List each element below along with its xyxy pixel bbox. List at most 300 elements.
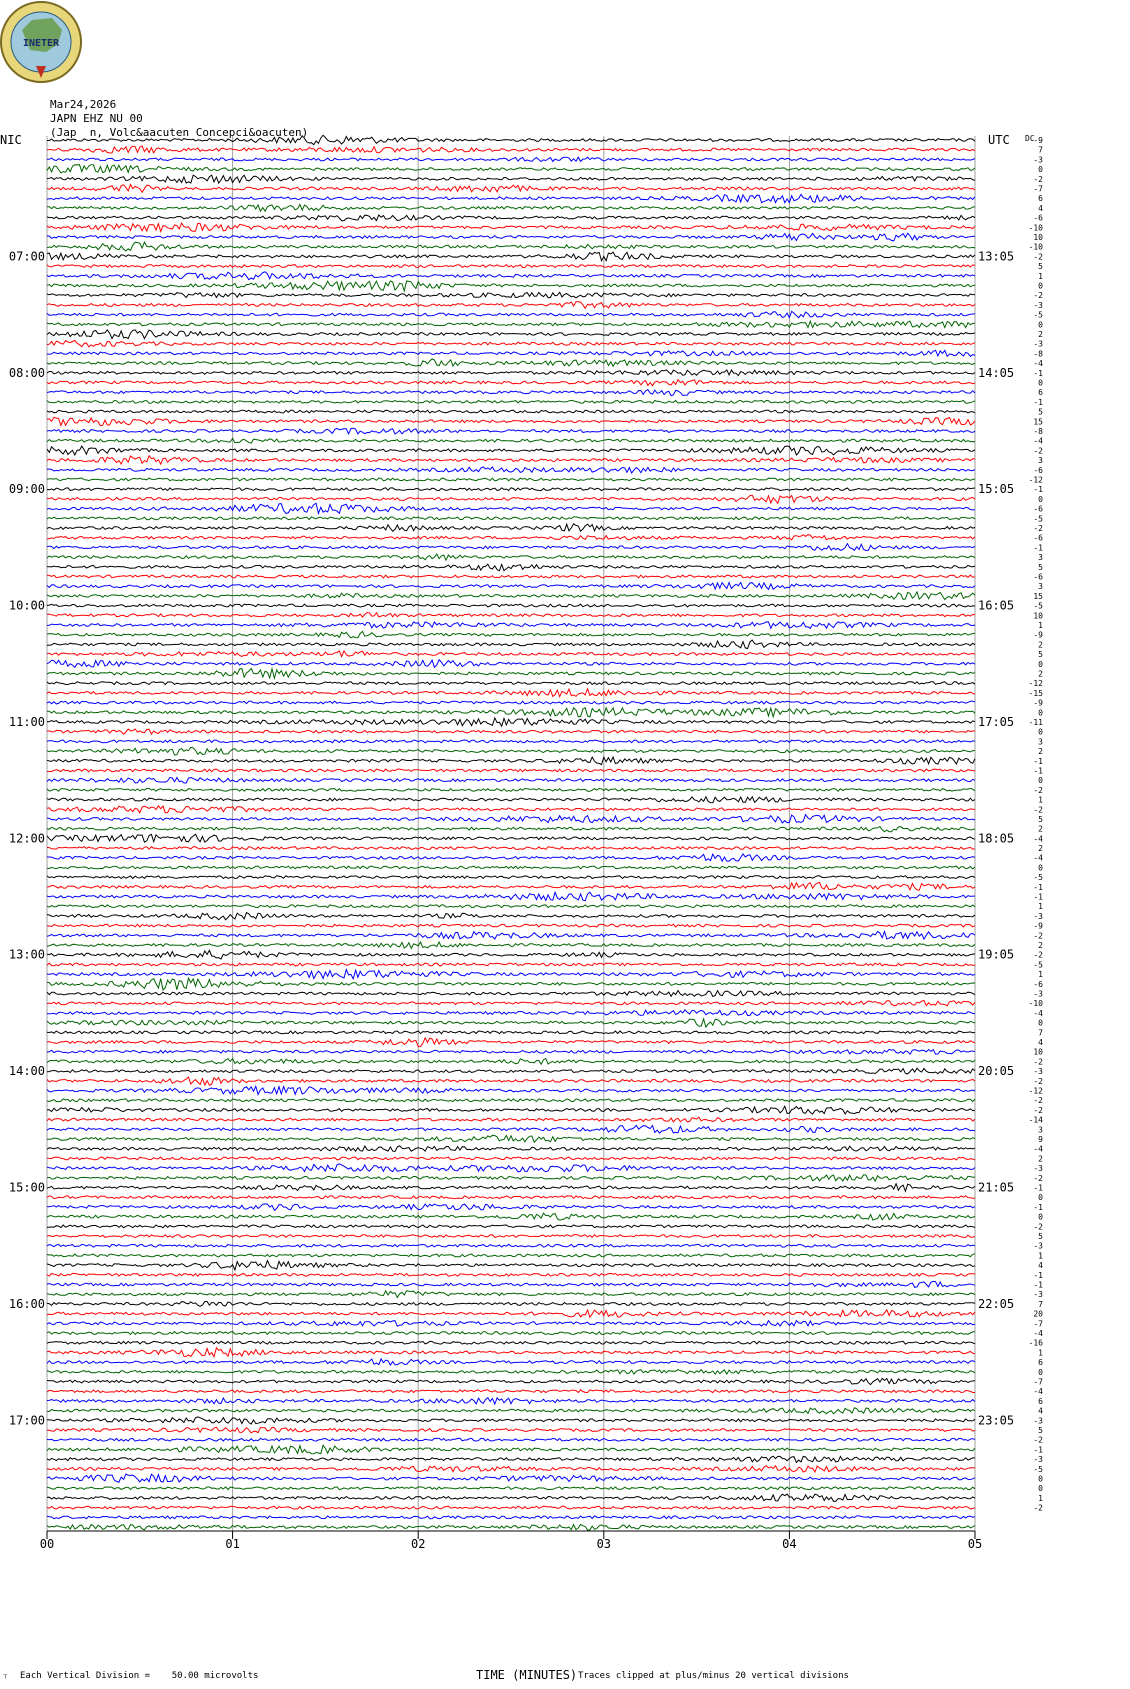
dc-offset-label: -1 <box>1033 882 1043 892</box>
dc-offset-label: -3 <box>1033 1067 1043 1077</box>
seismic-trace <box>47 1474 975 1482</box>
seismic-trace <box>47 991 975 997</box>
seismic-trace <box>47 757 975 765</box>
local-time-label: 17:00 <box>8 1413 45 1428</box>
dc-offset-label: 5 <box>1038 1232 1043 1241</box>
seismic-trace <box>47 1341 975 1344</box>
seismic-trace <box>47 1466 975 1472</box>
x-tick-label: 04 <box>782 1537 797 1551</box>
seismic-trace <box>47 883 975 891</box>
dc-offset-label: 5 <box>1038 262 1043 272</box>
seismic-trace <box>47 456 975 465</box>
seismic-trace <box>47 1254 975 1257</box>
dc-offset-label: -2 <box>1033 1105 1043 1115</box>
seismic-trace <box>47 924 975 927</box>
dc-offset-label: 4 <box>1038 1038 1043 1047</box>
seismic-trace <box>47 1516 975 1519</box>
seismic-trace <box>47 1390 975 1393</box>
seismic-trace <box>47 359 975 366</box>
dc-offset-label: 3 <box>1038 582 1043 592</box>
seismic-trace <box>47 1068 975 1074</box>
seismic-trace <box>47 1370 975 1375</box>
seismic-trace <box>47 544 975 551</box>
dc-offset-label: -1 <box>1033 1202 1043 1212</box>
dc-offset-label: 3 <box>1038 456 1043 466</box>
dc-offset-label: -5 <box>1033 514 1043 524</box>
utc-time-label: 20:05 <box>978 1064 1015 1079</box>
seismic-trace <box>47 175 975 183</box>
dc-offset-label: -9 <box>1033 630 1043 640</box>
seismic-trace <box>47 370 975 376</box>
seismic-trace <box>47 1427 975 1433</box>
seismic-trace <box>47 806 975 813</box>
axis-labels <box>0 133 1043 1551</box>
seismic-trace <box>47 446 975 455</box>
seismic-trace <box>47 689 975 697</box>
utc-time-label: 16:05 <box>978 598 1015 613</box>
dc-offset-label: 0 <box>1038 1193 1043 1203</box>
dc-offset-label: 1 <box>1038 621 1043 630</box>
seismic-trace <box>47 950 975 959</box>
seismic-trace <box>47 592 975 600</box>
utc-time-label: 21:05 <box>978 1180 1015 1195</box>
dc-offset-label: 4 <box>1038 1406 1043 1416</box>
dc-offset-label: 6 <box>1038 1396 1043 1406</box>
utc-time-label: 22:05 <box>978 1296 1015 1311</box>
seismic-trace <box>47 1157 975 1160</box>
dc-offset-label: -4 <box>1033 834 1043 844</box>
seismic-trace <box>47 194 975 202</box>
dc-offset-label: -1 <box>1033 1270 1043 1280</box>
seismic-trace <box>47 1291 975 1298</box>
location-label: (Jap n, Volc&aacuten Concepci&oacuten) <box>50 126 309 139</box>
dc-offset-label: -1 <box>1033 1445 1043 1455</box>
dc-offset-label: -12 <box>1028 1086 1043 1096</box>
seismic-trace <box>47 321 975 328</box>
dc-offset-label: 1 <box>1038 1493 1043 1503</box>
dc-offset-label: -2 <box>1033 950 1043 960</box>
seismic-trace <box>47 233 975 241</box>
dc-offset-label: 1 <box>1038 1348 1043 1358</box>
dc-offset-label: -1 <box>1033 397 1043 407</box>
seismic-trace <box>47 380 975 386</box>
seismic-trace <box>47 146 975 153</box>
seismic-trace <box>47 215 975 221</box>
seismic-trace <box>47 1038 975 1047</box>
dc-offset-label: 0 <box>1038 281 1043 291</box>
dc-offset-label: 0 <box>1038 1367 1043 1377</box>
seismic-trace <box>47 876 975 879</box>
local-time-label: 10:00 <box>8 598 45 613</box>
dc-offset-label: -3 <box>1033 1416 1043 1426</box>
seismic-trace <box>47 467 975 473</box>
dc-offset-label: -10 <box>1028 223 1043 233</box>
x-tick-label: 03 <box>596 1537 612 1551</box>
seismic-trace <box>47 847 975 850</box>
dc-offset-label: 0 <box>1038 378 1043 388</box>
seismic-trace <box>47 1001 975 1006</box>
dc-offset-label: -7 <box>1033 184 1043 194</box>
seismic-trace <box>47 1049 975 1054</box>
local-time-label: 12:00 <box>8 831 45 846</box>
seismic-trace <box>47 708 975 717</box>
dc-offset-label: -3 <box>1033 339 1043 349</box>
dc-offset-label: 0 <box>1038 1484 1043 1494</box>
seismic-trace <box>47 701 975 704</box>
seismic-trace <box>47 401 975 404</box>
seismic-trace <box>47 428 975 434</box>
local-time-label: 14:00 <box>8 1064 45 1079</box>
seismic-trace <box>47 1487 975 1490</box>
dc-offset-label: -2 <box>1033 931 1043 941</box>
seismic-trace <box>47 854 975 861</box>
dc-offset-label: -2 <box>1033 1173 1043 1183</box>
seismic-trace <box>47 1244 975 1247</box>
dc-offset-label: -2 <box>1033 291 1043 301</box>
seismic-trace <box>47 524 975 532</box>
seismic-trace <box>47 1348 975 1357</box>
seismic-trace <box>47 1135 975 1142</box>
dc-offset-label: 5 <box>1038 562 1043 572</box>
seismic-trace <box>47 488 975 491</box>
dc-offset-label: -2 <box>1033 1096 1043 1106</box>
dc-offset-label: -3 <box>1033 1455 1043 1465</box>
seismic-trace <box>47 341 975 347</box>
seismic-trace <box>47 517 975 520</box>
seismic-trace <box>47 204 975 211</box>
seismic-trace <box>47 1175 975 1181</box>
seismic-trace <box>47 495 975 503</box>
seismic-trace <box>47 390 975 396</box>
utc-time-label: 18:05 <box>978 831 1015 846</box>
dc-offset-label: -5 <box>1033 310 1043 320</box>
dc-offset-label: -3 <box>1033 1290 1043 1300</box>
dc-offset-label: 10 <box>1033 1047 1043 1057</box>
dc-offset-label: -2 <box>1033 252 1043 262</box>
dc-offset-label: -6 <box>1033 979 1043 989</box>
dc-offset-label: 0 <box>1038 776 1043 786</box>
seismic-trace <box>47 1332 975 1335</box>
seismic-trace <box>47 651 975 657</box>
seismic-trace <box>47 350 975 356</box>
seismic-trace <box>47 622 975 629</box>
dc-offset-label: 1 <box>1038 970 1043 980</box>
dc-offset-label: 1 <box>1038 795 1043 805</box>
seismic-trace <box>47 1164 975 1172</box>
seismic-trace <box>47 1235 975 1238</box>
dc-offset-label: 7 <box>1038 145 1043 155</box>
local-time-label: 13:00 <box>8 947 45 962</box>
dc-offset-label: 0 <box>1038 863 1043 873</box>
seismic-trace <box>47 1059 975 1065</box>
nic-label: NIC <box>0 133 22 147</box>
local-time-label: 08:00 <box>8 365 45 380</box>
dc-offset-label: 1 <box>1038 1251 1043 1261</box>
seismic-trace <box>47 1117 975 1122</box>
utc-time-label: 13:05 <box>978 249 1015 264</box>
dc-offset-label: 20 <box>1033 1309 1043 1319</box>
dc-offset-label: 5 <box>1038 1426 1043 1435</box>
dc-offset-label: 1 <box>1038 271 1043 281</box>
dc-offset-label: -9 <box>1033 136 1043 145</box>
seismic-trace <box>47 1524 975 1530</box>
dc-offset-label: -1 <box>1033 766 1043 776</box>
dc-offset-label: 2 <box>1038 747 1043 757</box>
dc-offset-label: -2 <box>1033 174 1043 184</box>
dc-offset-label: -6 <box>1033 504 1043 514</box>
seismic-trace <box>47 769 975 772</box>
dc-offset-label: -4 <box>1033 1144 1043 1154</box>
dc-offset-label: 9 <box>1038 1135 1043 1144</box>
dc-offset-label: -5 <box>1033 960 1043 970</box>
dc-offset-label: -6 <box>1033 465 1043 475</box>
seismic-trace <box>47 747 975 755</box>
dc-offset-label: -1 <box>1033 368 1043 378</box>
dc-offset-label: -2 <box>1033 1076 1043 1086</box>
dc-offset-label: 2 <box>1038 941 1043 950</box>
dc-offset-label: -1 <box>1033 485 1043 495</box>
seismic-trace <box>47 660 975 668</box>
dc-offset-label: 10 <box>1033 611 1043 621</box>
scale-icon: ⸆ <box>3 1674 8 1684</box>
x-tick-label: 05 <box>967 1537 983 1551</box>
seismic-trace <box>47 503 975 513</box>
dc-offset-label: 7 <box>1038 1028 1043 1038</box>
ineter-logo <box>1 2 81 82</box>
seismic-trace <box>47 797 975 803</box>
dc-offset-label: 0 <box>1038 708 1043 718</box>
seismic-trace <box>47 1031 975 1034</box>
dc-offset-label: 2 <box>1038 844 1043 853</box>
seismic-trace <box>47 302 975 309</box>
seismic-trace <box>47 1321 975 1327</box>
seismic-trace <box>47 1196 975 1199</box>
dc-offset-label: -1 <box>1033 1280 1043 1290</box>
seismic-trace <box>47 815 975 823</box>
dc-offset-label: -4 <box>1033 1329 1043 1338</box>
utc-time-label: 23:05 <box>978 1413 1015 1428</box>
seismic-trace <box>47 1408 975 1414</box>
dc-offset-label: -4 <box>1033 436 1043 446</box>
seismic-trace <box>47 1310 975 1317</box>
seismic-trace <box>47 1359 975 1365</box>
dc-offset-label: -10 <box>1028 999 1043 1009</box>
seismic-trace <box>47 913 975 920</box>
seismic-trace <box>47 970 975 979</box>
seismic-trace <box>47 892 975 901</box>
seismic-trace <box>47 272 975 280</box>
dc-offset-label: 5 <box>1038 815 1043 824</box>
dc-offset-label: -9 <box>1033 698 1043 708</box>
seismic-trace <box>47 1494 975 1501</box>
dc-offset-label: -8 <box>1033 349 1043 359</box>
dc-offset-label: -2 <box>1033 1435 1043 1445</box>
utc-time-label: 15:05 <box>978 482 1015 497</box>
dc-offset-label: 3 <box>1038 737 1043 747</box>
dc-offset-label: -4 <box>1033 359 1043 369</box>
date-label: Mar24,2026 <box>50 98 117 111</box>
dc-offset-label: 0 <box>1038 1212 1043 1222</box>
seismic-trace <box>47 1184 975 1192</box>
dc-offset-label: -3 <box>1033 1164 1043 1174</box>
seismic-trace <box>47 265 975 268</box>
seismic-trace <box>47 1378 975 1384</box>
dc-offset-label: 5 <box>1038 407 1043 417</box>
dc-offset-label: -2 <box>1033 1057 1043 1067</box>
dc-offset-label: -11 <box>1028 718 1043 727</box>
dc-offset-label: -2 <box>1033 1222 1043 1232</box>
dc-offset-label: -12 <box>1028 475 1043 485</box>
dc-offset-label: 6 <box>1038 388 1043 398</box>
dc-offset-label: -6 <box>1033 533 1043 543</box>
seismic-trace <box>47 1086 975 1094</box>
seismic-trace <box>47 718 975 726</box>
seismic-trace <box>47 1106 975 1114</box>
dc-offset-label: -15 <box>1028 688 1043 698</box>
seismic-trace <box>47 478 975 481</box>
seismic-trace <box>47 827 975 832</box>
dc-offset-label: -3 <box>1033 911 1043 921</box>
seismic-trace <box>47 668 975 678</box>
dc-offset-label: -6 <box>1033 213 1043 223</box>
local-time-label: 07:00 <box>8 249 45 264</box>
dc-offset-label: -7 <box>1033 1377 1043 1387</box>
dc-offset-label: 0 <box>1038 1018 1043 1028</box>
seismic-trace <box>47 789 975 792</box>
seismic-trace <box>47 1261 975 1270</box>
dc-offset-label: -4 <box>1033 1008 1043 1018</box>
seismic-trace <box>47 1225 975 1228</box>
dc-offset-label: 6 <box>1038 194 1043 204</box>
seismic-trace <box>47 1204 975 1210</box>
x-tick-label: 01 <box>225 1537 240 1551</box>
dc-offset-label: 0 <box>1038 494 1043 504</box>
dc-offset-label: 0 <box>1038 727 1043 737</box>
seismic-trace <box>47 778 975 784</box>
dc-offset-label: 0 <box>1038 1474 1043 1484</box>
dc-offset-label: 2 <box>1038 669 1043 679</box>
clip-note: Traces clipped at plus/minus 20 vertical divisions <box>578 1671 849 1681</box>
seismic-trace <box>47 682 975 685</box>
dc-offset-label: -16 <box>1028 1338 1043 1348</box>
seismic-trace <box>47 1213 975 1220</box>
dc-offset-label: -1 <box>1033 1183 1043 1193</box>
dc-offset-label: 3 <box>1038 553 1043 563</box>
seismic-trace <box>47 535 975 540</box>
station-label: JAPN EHZ NU 00 <box>50 112 143 125</box>
utc-label: UTC <box>988 133 1010 147</box>
seismic-trace <box>47 311 975 317</box>
utc-time-label: 19:05 <box>978 947 1015 962</box>
seismic-trace <box>47 1273 975 1276</box>
seismic-trace <box>47 242 975 251</box>
dc-offset-label: 2 <box>1038 1154 1043 1164</box>
dc-offset-label: 0 <box>1038 320 1043 330</box>
dc-offset-label: -5 <box>1033 601 1043 611</box>
utc-time-label: 17:05 <box>978 715 1015 729</box>
seismic-trace <box>47 1417 975 1424</box>
seismic-trace <box>47 613 975 618</box>
dc-offset-label: -14 <box>1028 1115 1043 1125</box>
local-time-label: 15:00 <box>8 1180 45 1195</box>
dc-offset-label: -5 <box>1033 873 1043 883</box>
dc-offset-label: 6 <box>1038 1358 1043 1368</box>
seismic-trace <box>47 1506 975 1509</box>
seismic-trace <box>47 604 975 607</box>
dc-offset-label: -7 <box>1033 1319 1043 1329</box>
x-axis-title: TIME (MINUTES) <box>476 1668 578 1682</box>
seismic-trace <box>47 575 975 578</box>
seismic-trace <box>47 281 975 291</box>
utc-time-label: 14:05 <box>978 365 1015 380</box>
dc-offset-label: -2 <box>1033 524 1043 533</box>
dc-offset-label: -10 <box>1028 242 1043 252</box>
seismic-trace <box>47 1302 975 1307</box>
dc-offset-label: -8 <box>1033 427 1043 436</box>
seismic-trace <box>47 564 975 571</box>
seismic-trace <box>47 729 975 734</box>
seismic-trace <box>47 157 975 161</box>
dc-offset-label: 15 <box>1033 417 1043 427</box>
seismic-trace <box>47 1010 975 1016</box>
seismic-trace <box>47 740 975 743</box>
seismic-trace <box>47 330 975 339</box>
dc-offset-label: 7 <box>1038 1299 1043 1309</box>
dc-offset-label: 3 <box>1038 1125 1043 1135</box>
seismic-trace <box>47 978 975 990</box>
seismic-trace <box>47 640 975 648</box>
dc-offset-label: 5 <box>1038 650 1043 660</box>
seismic-trace <box>47 1125 975 1133</box>
dc-offset-label: -1 <box>1033 756 1043 766</box>
seismic-trace <box>47 834 975 842</box>
local-time-label: 16:00 <box>8 1296 45 1311</box>
seismic-trace <box>47 438 975 443</box>
seismic-trace <box>47 184 975 192</box>
division-note: Each Vertical Division = 50.00 microvolts <box>20 1671 259 1681</box>
seismic-trace <box>47 165 975 173</box>
seismic-trace <box>47 963 975 966</box>
trace-group <box>47 135 975 1530</box>
dc-offset-label: 2 <box>1038 640 1043 650</box>
seismic-trace <box>47 292 975 298</box>
local-time-label: 11:00 <box>8 715 45 729</box>
dc-offset-label: 15 <box>1033 591 1043 601</box>
dc-offset-label: 10 <box>1033 233 1043 242</box>
seismic-trace <box>47 1445 975 1454</box>
x-tick-label: 00 <box>39 1537 55 1551</box>
x-tick-label: 02 <box>410 1537 426 1551</box>
seismic-trace <box>47 1438 975 1441</box>
seismic-trace <box>47 1077 975 1085</box>
dc-offset-label: -2 <box>1033 785 1043 795</box>
dc-offset-label: 1 <box>1038 902 1043 912</box>
dc-offset-label: -2 <box>1033 446 1043 456</box>
seismic-trace <box>47 631 975 638</box>
dc-offset-label: 2 <box>1038 330 1043 339</box>
dc-offset-label: 4 <box>1038 1261 1043 1271</box>
seismic-trace <box>47 1146 975 1152</box>
dc-offset-label: 4 <box>1038 203 1043 213</box>
dc-offset-label: -3 <box>1033 989 1043 999</box>
dc-offset-label: 2 <box>1038 824 1043 834</box>
dc-offset-label: -1 <box>1033 892 1043 902</box>
dc-offset-label: -2 <box>1033 805 1043 815</box>
seismic-trace <box>47 223 975 231</box>
seismic-trace <box>47 1099 975 1102</box>
logo-text: INETER <box>22 38 60 49</box>
dc-offset-label: 0 <box>1038 165 1043 175</box>
